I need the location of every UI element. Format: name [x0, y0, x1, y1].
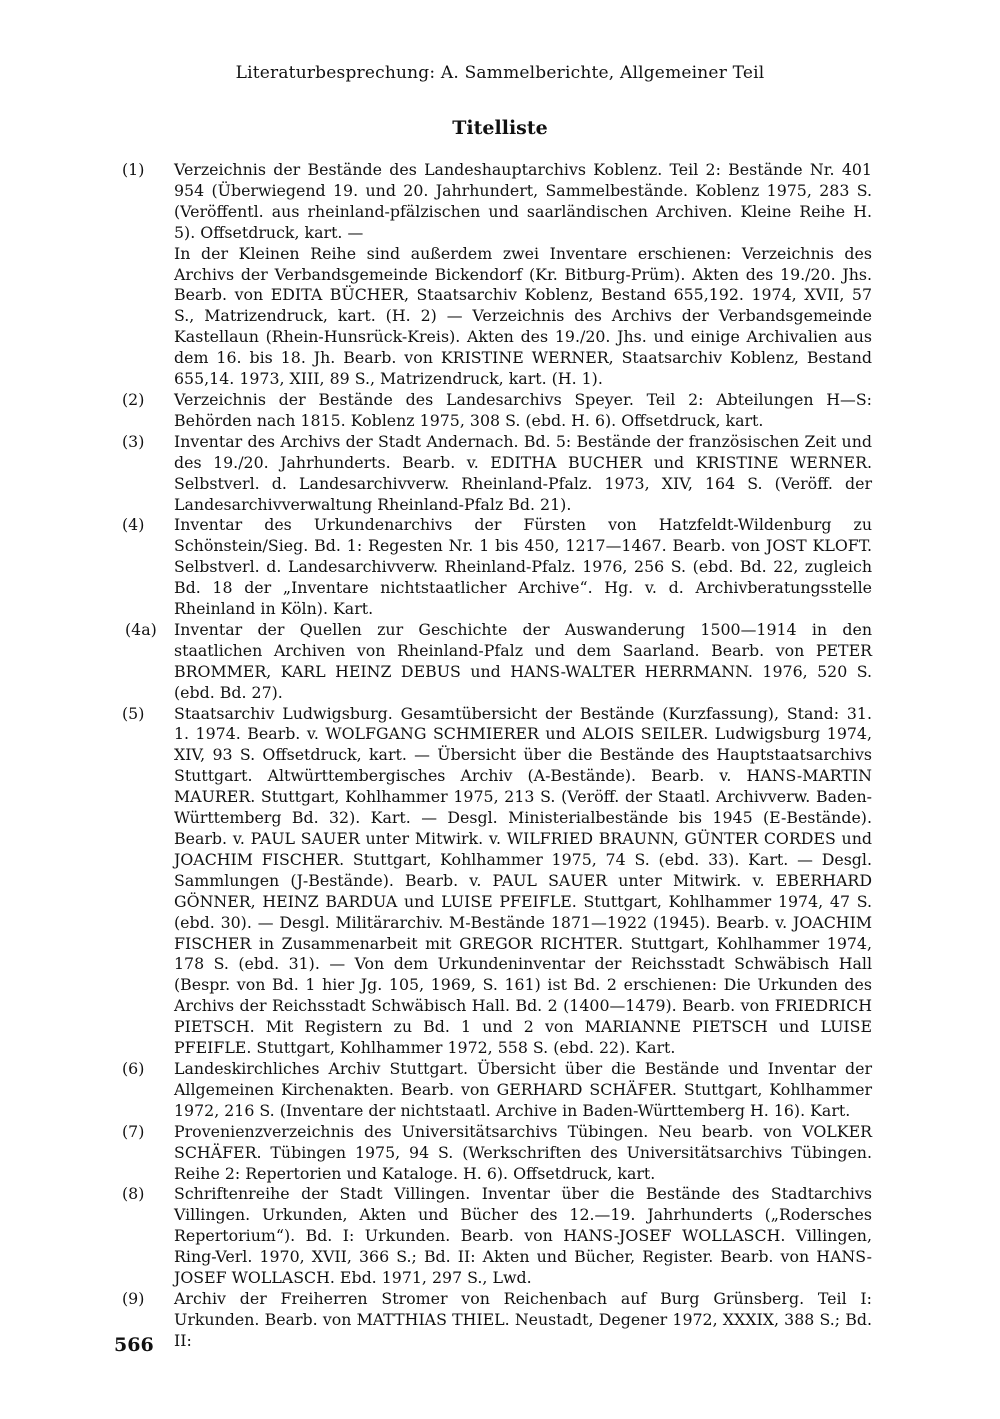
entry-text: Archiv der Freiherren Stromer von Reichenbach auf Burg Grünsberg. Teil I: Urkunden. Bearb. von MATTHIAS THIEL. Neustadt, Degener 1972, XXXIX, 388 S.; Bd. II:	[174, 1288, 872, 1350]
entry-text: Inventar des Archivs der Stadt Andernach. Bd. 5: Bestände der französischen Zeit und des 19./20. Jahrhunderts. Bearb. v. EDITHA BUCHER und KRISTINE WERNER. Selbstverl. d. Landesarchivverw. Rheinland-Pfalz. 1973, XIV, 164 S. (Veröff. der Landesarchivverwaltung Rheinland-Pfalz Bd. 21).	[174, 431, 872, 514]
entry-number: (1)	[122, 160, 145, 179]
page-number: 566	[114, 1334, 154, 1356]
entry-text: Verzeichnis der Bestände des Landesarchivs Speyer. Teil 2: Abteilungen H—S: Behörden nach 1815. Koblenz 1975, 308 S. (ebd. H. 6). Offsetdruck, kart.	[174, 389, 872, 430]
list-item	[122, 704, 872, 1059]
entry-number: (9)	[122, 1288, 145, 1308]
list-item	[122, 515, 872, 620]
list-item	[122, 390, 872, 432]
entry-text: Verzeichnis der Bestände des Landeshauptarchivs Koblenz. Teil 2: Bestände Nr. 401 954 (Überwiegend 19. und 20. Jahrhundert, Sammelbestände. Koblenz 1975, 283 S. (Veröffentl. aus rheinland-pfälzischen und saarländischen Archiven. Kleine Reihe H. 5). Offsetdruck, kart. —	[174, 160, 872, 242]
entry-text: Inventar der Quellen zur Geschichte der Auswanderung 1500—1914 in den staatlichen Archiven von Rheinland-Pfalz und dem Saarland. Bearb. von PETER BROMMER, KARL HEINZ DEBUS und HANS-WALTER HERRMANN. 1976, 520 S. (ebd. Bd. 27).	[174, 619, 872, 702]
list-item	[122, 1059, 872, 1122]
entry-continuation: In der Kleinen Reihe sind außerdem zwei Inventare erschienen: Verzeichnis des Archivs der Verbandsgemeinde Bickendorf (Kr. Bitburg-Prüm). Akten des 19./20. Jhs. Bearb. von EDITA BÜCHER, Staatsarchiv Koblenz, Bestand 655,192. 1974, XVII, 57 S., Matrizendruck, kart. (H. 2) — Verzeichnis des Archivs der Verbandsgemeinde Kastellaun (Rhein-Hunsrück-Kreis). Akten des 19./20. Jhs. und einige Archivalien aus dem 16. bis 18. Jh. Bearb. von KRISTINE WERNER, Staatsarchiv Koblenz, Bestand 655,14. 1973, XIII, 89 S., Matrizendruck, kart. (H. 1).	[174, 243, 872, 389]
list-item	[122, 1184, 872, 1289]
title-list	[122, 160, 872, 1352]
entry-number: (8)	[122, 1184, 145, 1204]
list-item	[122, 1122, 872, 1185]
page-title: Titelliste	[452, 117, 548, 139]
list-item	[122, 620, 872, 704]
entry-number: (3)	[122, 431, 145, 451]
entry-text: Staatsarchiv Ludwigsburg. Gesamtübersicht der Bestände (Kurzfassung), Stand: 31. 1. 1974. Bearb. v. WOLFGANG SCHMIERER und ALOIS SEILER. Ludwigsburg 1974, XIV, 93 S. Offsetdruck, kart. — Übersicht über die Bestände des Hauptstaatsarchivs Stuttgart. Altwürttembergisches Archiv (A-Bestände). Bearb. v. HANS-MARTIN MAURER. Stuttgart, Kohlhammer 1975, 213 S. (Veröff. der Staatl. Archivverw. Baden-Württemberg Bd. 32). Kart. — Desgl. Ministerialbestände bis 1945 (E-Bestände). Bearb. v. PAUL SAUER unter Mitwirk. v. WILFRIED BRAUNN, GÜNTER CORDES und JOACHIM FISCHER. Stuttgart, Kohlhammer 1975, 74 S. (ebd. 33). Kart. — Desgl. Sammlungen (J-Bestände). Bearb. v. PAUL SAUER unter Mitwirk. v. EBERHARD GÖNNER, HEINZ BARDUA und LUISE PFEIFLE. Stuttgart, Kohlhammer 1974, 47 S. (ebd. 30). — Desgl. Militärarchiv. M-Bestände 1871—1922 (1945). Bearb. v. JOACHIM FISCHER in Zusammenarbeit mit GREGOR RICHTER. Stuttgart, Kohlhammer 1974, 178 S. (ebd. 31). — Von dem Urkundeninventar der Reichsstadt Schwäbisch Hall (Bespr. von Bd. 1 hier Jg. 105, 1969, S. 161) ist Bd. 2 erschienen: Die Urkunden des Archivs der Reichsstadt Schwäbisch Hall. Bd. 2 (1400—1479). Bearb. von FRIEDRICH PIETSCH. Mit Registern zu Bd. 1 und 2 von MARIANNE PIETSCH und LUISE PFEIFLE. Stuttgart, Kohlhammer 1972, 558 S. (ebd. 22). Kart.	[174, 703, 872, 1058]
list-item	[122, 432, 872, 516]
entry-number: (2)	[122, 389, 145, 409]
entry-text: Landeskirchliches Archiv Stuttgart. Übersicht über die Bestände und Inventar der Allgemeinen Kirchenakten. Bearb. von GERHARD SCHÄFER. Stuttgart, Kohlhammer 1972, 216 S. (Inventare der nichtstaatl. Archive in Baden-Württemberg H. 16). Kart.	[174, 1058, 872, 1120]
entry-text: Inventar des Urkundenarchivs der Fürsten von Hatzfeldt-Wildenburg zu Schönstein/Sieg. Bd. 1: Regesten Nr. 1 bis 450, 1217—1467. Bearb. von JOST KLOFT. Selbstverl. d. Landesarchivverw. Rheinland-Pfalz. 1976, 256 S. (ebd. Bd. 22, zugleich Bd. 18 der „Inventare nichtstaatlicher Archive“. Hg. v. d. Archivberatungsstelle Rheinland in Köln). Kart.	[174, 515, 872, 619]
entry-number: (5)	[122, 703, 145, 723]
list-item	[122, 160, 872, 390]
entry-number: (4)	[122, 515, 145, 535]
entry-number: (4a)	[125, 619, 157, 639]
running-header: Literaturbesprechung: A. Sammelberichte, Allgemeiner Teil	[235, 63, 765, 83]
entry-number: (7)	[122, 1121, 145, 1141]
entry-text: Provenienzverzeichnis des Universitätsarchivs Tübingen. Neu bearb. von VOLKER SCHÄFER. Tübingen 1975, 94 S. (Werkschriften des Universitätsarchivs Tübingen. Reihe 2: Repertorien und Kataloge. H. 6). Offsetdruck, kart.	[174, 1121, 872, 1183]
list-item	[122, 1289, 872, 1352]
entry-number: (6)	[122, 1058, 145, 1078]
entry-text: Schriftenreihe der Stadt Villingen. Inventar über die Bestände des Stadtarchivs Villingen. Urkunden, Akten und Bücher des 12.—19. Jahrhunderts („Rodersches Repertorium“). Bd. I: Urkunden. Bearb. von HANS-JOSEF WOLLASCH. Villingen, Ring-Verl. 1970, XVII, 366 S.; Bd. II: Akten und Bücher, Register. Bearb. von HANS-JOSEF WOLLASCH. Ebd. 1971, 297 S., Lwd.	[174, 1184, 872, 1288]
